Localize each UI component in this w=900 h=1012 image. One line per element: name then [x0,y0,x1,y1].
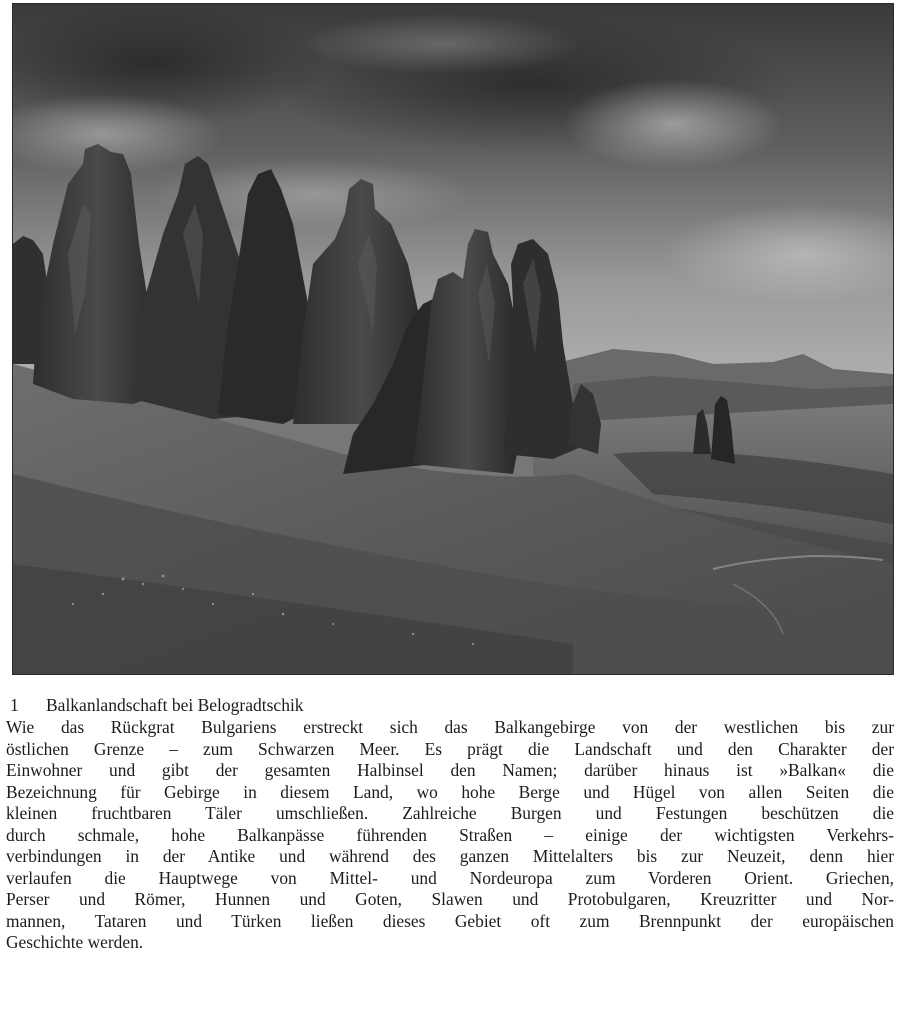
caption-block [6,694,894,954]
landscape-photo [12,3,894,675]
body-line: durch schmale, hohe Balkanpässe führenden Straßen – einige der wichtigsten Verkehrs- [6,824,894,845]
body-line: kleinen fruchtbaren Täler umschließen. Zahlreiche Burgen und Festungen beschützen die [6,803,894,823]
figure-caption [6,694,894,716]
body-line: Wie das Rückgrat Bulgariens erstreckt sich das Balkangebirge von der westlichen bis zur [6,717,894,737]
body-line: östlichen Grenze – zum Schwarzen Meer. Es prägt die Landschaft und den Charakter der [6,738,894,759]
landscape-photo-illustration [13,4,893,674]
body-line: Geschichte werden. [6,932,144,952]
body-line: verlaufen die Hauptwege von Mittel- und Nordeuropa zum Vorderen Orient. Griechen, [6,867,894,888]
body-line: Perser und Römer, Hunnen und Goten, Slawen und Protobulgaren, Kreuzritter und Nor- [6,889,894,909]
figure-number: 1 [10,695,19,715]
body-paragraph [6,717,894,954]
body-line: verbindungen in der Antike und während des ganzen Mittelalters bis zur Neuzeit, denn hier [6,846,894,866]
body-line: mannen, Tataren und Türken ließen dieses Gebiet oft zum Brennpunkt der europäischen [6,910,894,931]
body-line: Bezeichnung für Gebirge in diesem Land, wo hohe Berge und Hügel von allen Seiten die [6,781,894,802]
body-line: Einwohner und gibt der gesamten Halbinsel den Namen; darüber hinaus ist »Balkan« die [6,760,894,780]
figure-title: Balkanlandschaft bei Belogradtschik [46,695,304,715]
